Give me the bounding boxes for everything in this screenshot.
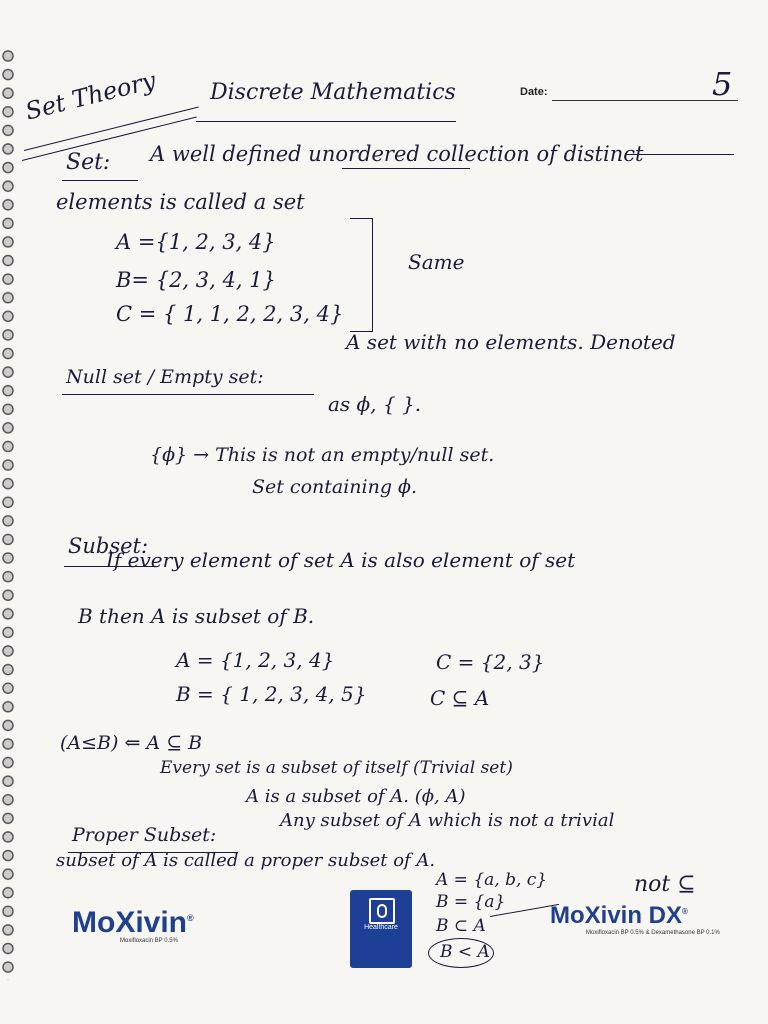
brand-left-logo: MoXivin® — [72, 906, 194, 939]
date-label: Date: — [520, 86, 548, 98]
proper-example-b: B = {a} — [436, 892, 506, 912]
subset-notation: (A≤B) ⇐ A ⊆ B — [60, 732, 203, 754]
unordered-underline — [342, 168, 470, 169]
set-example-b: B= {2, 3, 4, 1} — [116, 268, 276, 292]
subject-title: Discrete Mathematics — [210, 80, 456, 105]
subset-example-c: C = {2, 3} — [436, 650, 545, 674]
proper-subset-line1: Any subset of A which is not a trivial — [280, 810, 615, 831]
healthcare-logo — [350, 890, 412, 968]
set-def-line1: A well defined unordered collection of distinct — [150, 142, 644, 166]
distinct-underline — [626, 154, 734, 155]
null-set-heading: Null set / Empty set: — [66, 366, 264, 388]
set-example-a: A ={1, 2, 3, 4} — [116, 230, 276, 254]
subset-example-b: B = { 1, 2, 3, 4, 5} — [176, 682, 367, 706]
set-example-c: C = { 1, 1, 2, 2, 3, 4} — [116, 302, 344, 326]
subset-heading: Subset: — [68, 534, 149, 558]
page-number: 5 — [712, 65, 733, 103]
null-set-note1: {ϕ} → This is not an empty/null set. — [150, 444, 495, 466]
spiral-binding — [0, 50, 20, 980]
null-set-underline — [62, 394, 314, 395]
brand-right-logo: MoXivin DX® — [550, 902, 688, 929]
subset-line1: If every element of set A is also element of set — [106, 548, 576, 572]
proper-example-rel2: B < A — [440, 942, 490, 962]
subset-line2: B then A is subset of B. — [78, 604, 315, 628]
null-set-line1: A set with no elements. Denoted — [346, 330, 676, 354]
subset-example-c-relation: C ⊆ A — [430, 686, 490, 710]
proper-example-rel1: B ⊂ A — [436, 916, 486, 936]
date-line — [552, 100, 738, 101]
healthcare-label: Healthcare — [364, 924, 398, 931]
topic-title: Set Theory — [22, 66, 159, 126]
same-label: Same — [408, 250, 465, 274]
healthcare-logo-icon — [369, 898, 395, 924]
set-def-line2: elements is called a set — [56, 190, 305, 214]
proper-subset-line2: subset of A is called a proper subset of A. — [56, 850, 436, 871]
set-heading-underline — [62, 180, 138, 181]
proper-subset-heading: Proper Subset: — [72, 824, 217, 846]
null-set-note2: Set containing ϕ. — [252, 476, 418, 498]
set-heading: Set: — [66, 150, 111, 175]
trivial-line1: Every set is a subset of itself (Trivial set) — [160, 758, 513, 778]
proper-example-a: A = {a, b, c} — [436, 870, 548, 890]
rel2-circle — [428, 938, 494, 968]
not-subseteq-label: not ⊆ — [634, 872, 696, 897]
subject-underline — [196, 121, 456, 122]
null-set-line2: as ϕ, { }. — [328, 392, 422, 416]
brand-left-subtitle: Moxifloxacin BP 0.5% — [120, 938, 178, 944]
brand-right-subtitle: Moxifloxacin BP 0.5% & Dexamethasone BP 0.1% — [586, 930, 720, 936]
trivial-line2: A is a subset of A. (ϕ, A) — [246, 786, 466, 807]
same-bracket — [350, 218, 373, 332]
subset-example-a: A = {1, 2, 3, 4} — [176, 648, 335, 672]
